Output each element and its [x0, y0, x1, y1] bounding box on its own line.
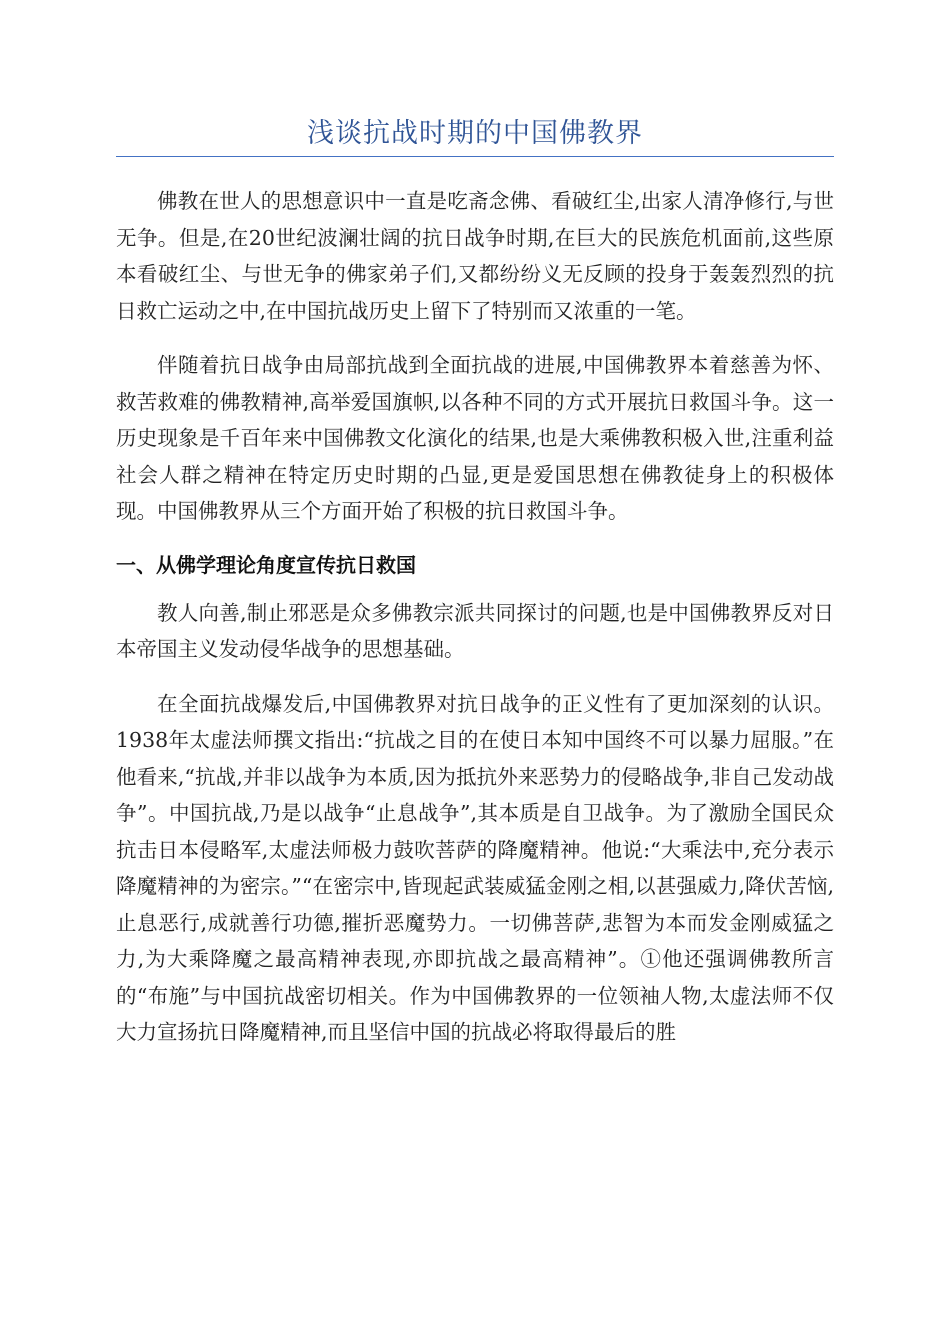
title-underline — [116, 156, 834, 157]
paragraph-intro: 佛教在世人的思想意识中一直是吃斋念佛、看破红尘,出家人清净修行,与世无争。但是,在20世纪波澜壮阔的抗日战争时期,在巨大的民族危机面前,这些原本看破红尘、与世无争的佛家弟子们,又都纷纷义无反顾的投身于轰轰烈烈的抗日救亡运动之中,在中国抗战历史上留下了特别而又浓重的一笔。 — [116, 189, 834, 323]
paragraph-section1-intro: 教人向善,制止邪恶是众多佛教宗派共同探讨的问题,也是中国佛教界反对日本帝国主义发动侵华战争的思想基础。 — [116, 600, 834, 661]
paragraph-background: 伴随着抗日战争由局部抗战到全面抗战的进展,中国佛教界本着慈善为怀、救苦救难的佛教精神,高举爱国旗帜,以各种不同的方式开展抗日救国斗争。这一历史现象是千百年来中国佛教文化演化的结果,也是大乘佛教积极入世,注重利益社会人群之精神在特定历史时期的凸显,更是爱国思想在佛教徒身上的积极体现。中国佛教界从三个方面开始了积极的抗日救国斗争。 — [116, 353, 834, 523]
document-body — [116, 183, 834, 1051]
document-page — [116, 0, 834, 1344]
paragraph-taixu: 在全面抗战爆发后,中国佛教界对抗日战争的正义性有了更加深刻的认识。1938年太虚法师撰文指出:“抗战之目的在使日本知中国终不可以暴力屈服。”在他看来,“抗战,并非以战争为本质,因为抵抗外来恶势力的侵略战争,非自己发动战争”。中国抗战,乃是以战争“止息战争”,其本质是自卫战争。为了激励全国民众抗击日本侵略军,太虚法师极力鼓吹菩萨的降魔精神。他说:“大乘法中,充分表示降魔精神的为密宗。”“在密宗中,皆现起武装威猛金刚之相,以甚强威力,降伏苦恼,止息恶行,成就善行功德,摧折恶魔势力。一切佛菩萨,悲智为本而发金刚威猛之力,为大乘降魔之最高精神表现,亦即抗战之最高精神”。①他还强调佛教所言的“布施”与中国抗战密切相关。作为中国佛教界的一位领袖人物,太虚法师不仅大力宣扬抗日降魔精神,而且坚信中国的抗战必将取得最后的胜 — [116, 691, 834, 1044]
document-title: 浅谈抗战时期的中国佛教界 — [307, 118, 643, 149]
section-heading: 一、从佛学理论角度宣传抗日救国 — [116, 552, 416, 577]
